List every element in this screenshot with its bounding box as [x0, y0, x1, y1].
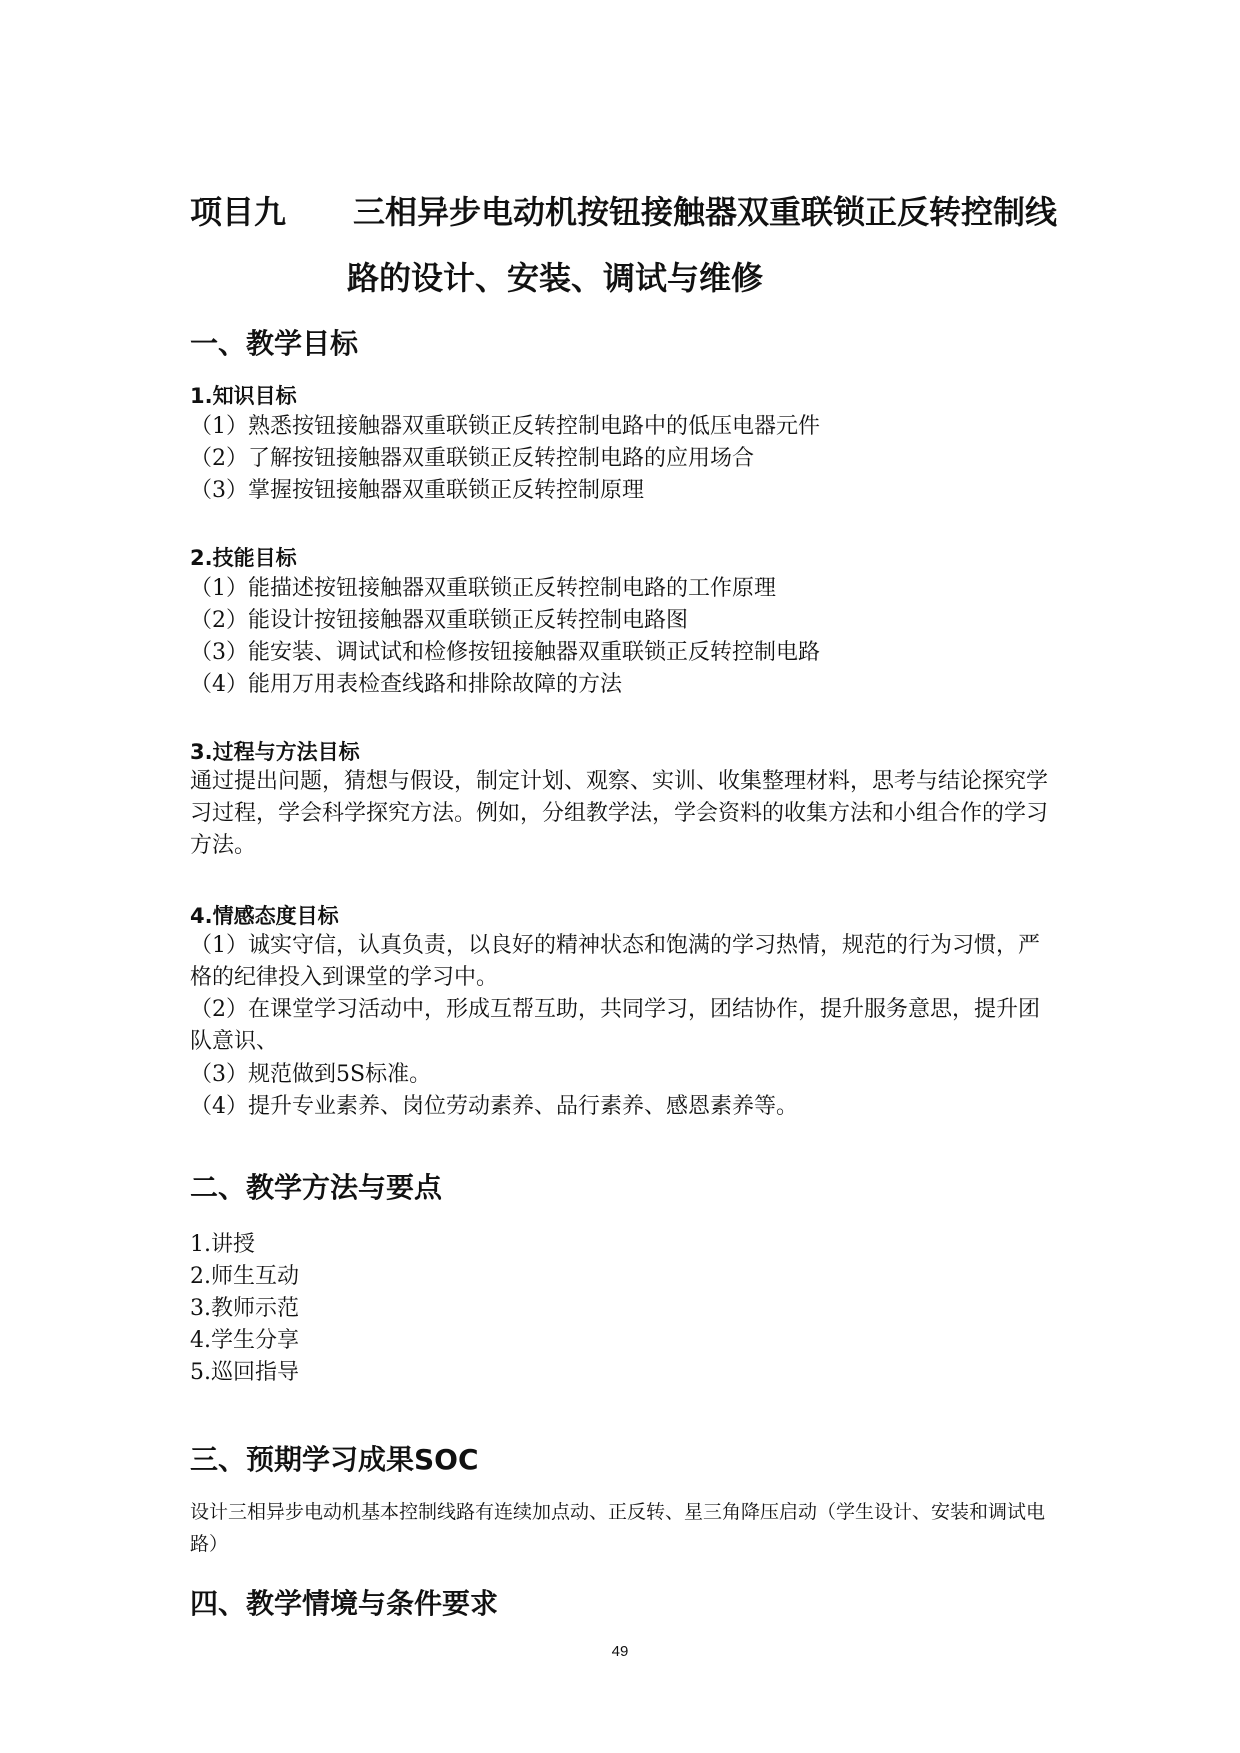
section-heading-teaching-goals: 一、教学目标 [190, 327, 359, 360]
skill-goal-item: （2）能设计按钮接触器双重联锁正反转控制电路图 [190, 608, 688, 633]
method-item: 1.讲授 [190, 1232, 255, 1257]
knowledge-goal-item: （3）掌握按钮接触器双重联锁正反转控制原理 [190, 478, 644, 503]
expected-outcomes-paragraph: 设计三相异步电动机基本控制线路有连续加点动、正反转、星三角降压启动（学生设计、安装和调试电路） [190, 1501, 1046, 1555]
knowledge-goal-item: （1）熟悉按钮接触器双重联锁正反转控制电路中的低压电器元件 [190, 414, 820, 439]
section-heading-teaching-context: 四、教学情境与条件要求 [190, 1587, 499, 1620]
skill-goal-item: （4）能用万用表检查线路和排除故障的方法 [190, 672, 622, 697]
method-item: 4.学生分享 [190, 1328, 299, 1353]
project-title-line-2: 路的设计、安装、调试与维修 [347, 259, 764, 297]
subheading-knowledge-goals: 1.知识目标 [190, 384, 297, 408]
method-item: 3.教师示范 [190, 1296, 299, 1321]
knowledge-goal-item: （2）了解按钮接触器双重联锁正反转控制电路的应用场合 [190, 446, 754, 471]
emotion-goal-item: （4）提升专业素养、岗位劳动素养、品行素养、感恩素养等。 [190, 1094, 798, 1119]
subheading-skill-goals: 2.技能目标 [190, 546, 297, 570]
section-heading-teaching-methods: 二、教学方法与要点 [190, 1171, 443, 1204]
subheading-emotion-goals: 4.情感态度目标 [190, 904, 339, 928]
project-number: 项目九 [190, 193, 287, 231]
project-title-line-1: 三相异步电动机按钮接触器双重联锁正反转控制线 [353, 193, 1058, 231]
emotion-goal-item: （3）规范做到5S标准。 [190, 1062, 432, 1087]
emotion-goal-item: （1）诚实守信，认真负责，以良好的精神状态和饱满的学习热情，规范的行为习惯，严格的纪律投入到课堂的学习中。 [190, 933, 1040, 990]
method-item: 5.巡回指导 [190, 1360, 299, 1385]
document-page [190, 0, 1060, 1753]
skill-goal-item: （3）能安装、调试试和检修按钮接触器双重联锁正反转控制电路 [190, 640, 820, 665]
skill-goal-item: （1）能描述按钮接触器双重联锁正反转控制电路的工作原理 [190, 576, 776, 601]
subheading-process-goals: 3.过程与方法目标 [190, 740, 360, 764]
process-goals-paragraph: 通过提出问题，猜想与假设，制定计划、观察、实训、收集整理材料，思考与结论探究学习过程，学会科学探究方法。例如，分组教学法，学会资料的收集方法和小组合作的学习方法。 [190, 769, 1049, 858]
method-item: 2.师生互动 [190, 1264, 299, 1289]
page-number: 49 [611, 1643, 629, 1660]
emotion-goal-item: （2）在课堂学习活动中，形成互帮互助，共同学习，团结协作，提升服务意思，提升团队意识、 [190, 997, 1040, 1054]
section-heading-expected-outcomes: 三、预期学习成果SOC [190, 1443, 479, 1476]
